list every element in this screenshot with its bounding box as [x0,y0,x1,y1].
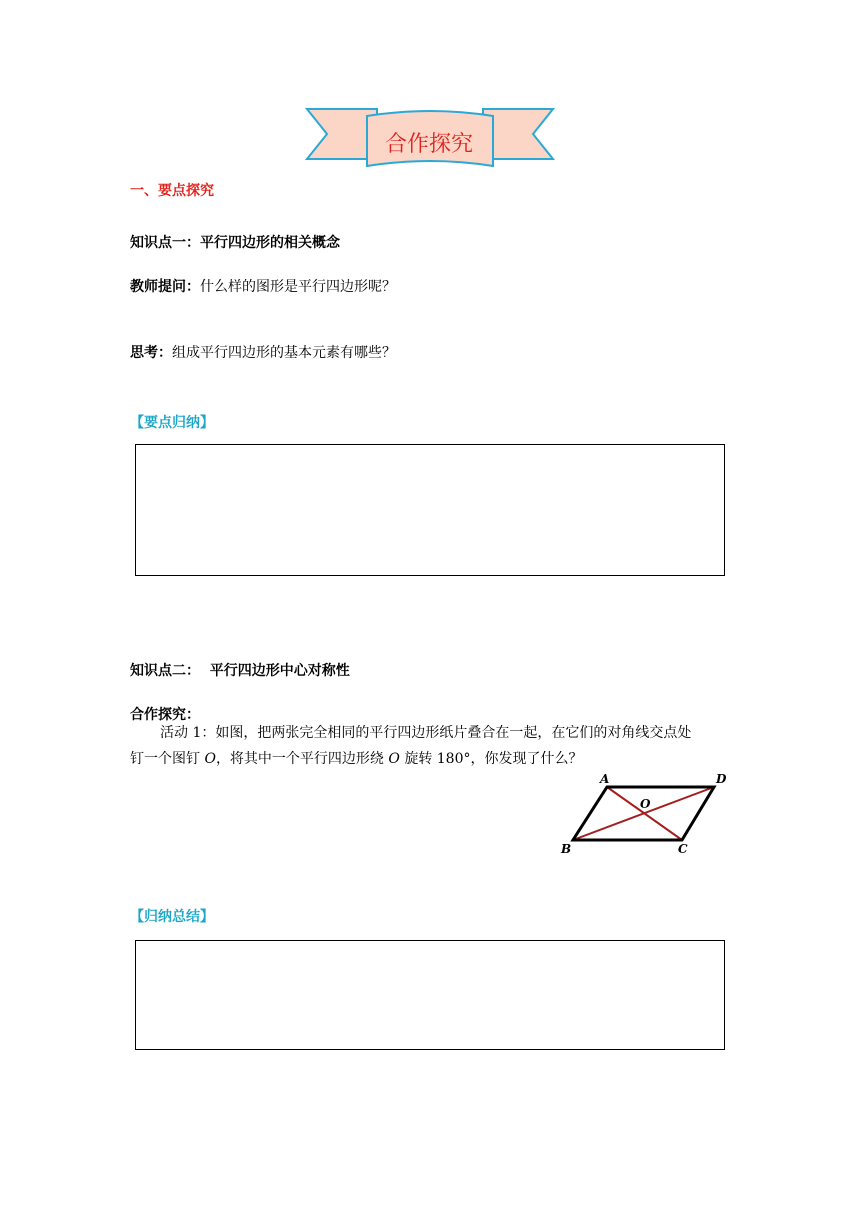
activity-1-line-2 [130,746,730,772]
diagonal-bd [573,787,714,840]
think-text: 组成平行四边形的基本元素有哪些？ [172,345,396,361]
answer-box-1[interactable] [135,444,725,576]
think-label: 思考： [130,345,172,361]
teacher-question [130,276,396,296]
vertex-a-label: A [600,772,610,786]
vertex-b-label: B [561,842,572,856]
teacher-question-text: 什么样的图形是平行四边形呢？ [200,279,396,295]
parallelogram-figure [560,770,730,860]
center-o-label: O [640,797,651,811]
banner-title: 合作探究 [384,131,473,157]
vertex-d-label: D [716,772,727,786]
activity-text-b: ，将其中一个平行四边形绕 [215,751,389,767]
point-o-1: O [204,751,216,767]
answer-box-2[interactable] [135,940,725,1050]
knowledge-point-2-heading: 知识点二： 平行四边形中心对称性 [130,663,350,679]
cooperative-exploration-label: 合作探究： [130,707,200,723]
summary-label-1: 【要点归纳】 [130,415,214,431]
knowledge-point-1-heading: 知识点一：平行四边形的相关概念 [130,235,340,251]
activity-text-c: 旋转 180°，你发现了什么？ [399,751,583,767]
activity-text-a: 钉一个图钉 [130,751,205,767]
vertex-c-label: C [678,842,688,856]
activity-1-line-1: 活动 1：如图，把两张完全相同的平行四边形纸片叠合在一起，在它们的对角线交点处 [160,725,692,741]
think-question [130,342,396,362]
point-o-2: O [388,751,400,767]
summary-label-2: 【归纳总结】 [130,909,214,925]
section-heading: 一、要点探究 [130,183,214,199]
teacher-question-label: 教师提问： [130,279,200,295]
